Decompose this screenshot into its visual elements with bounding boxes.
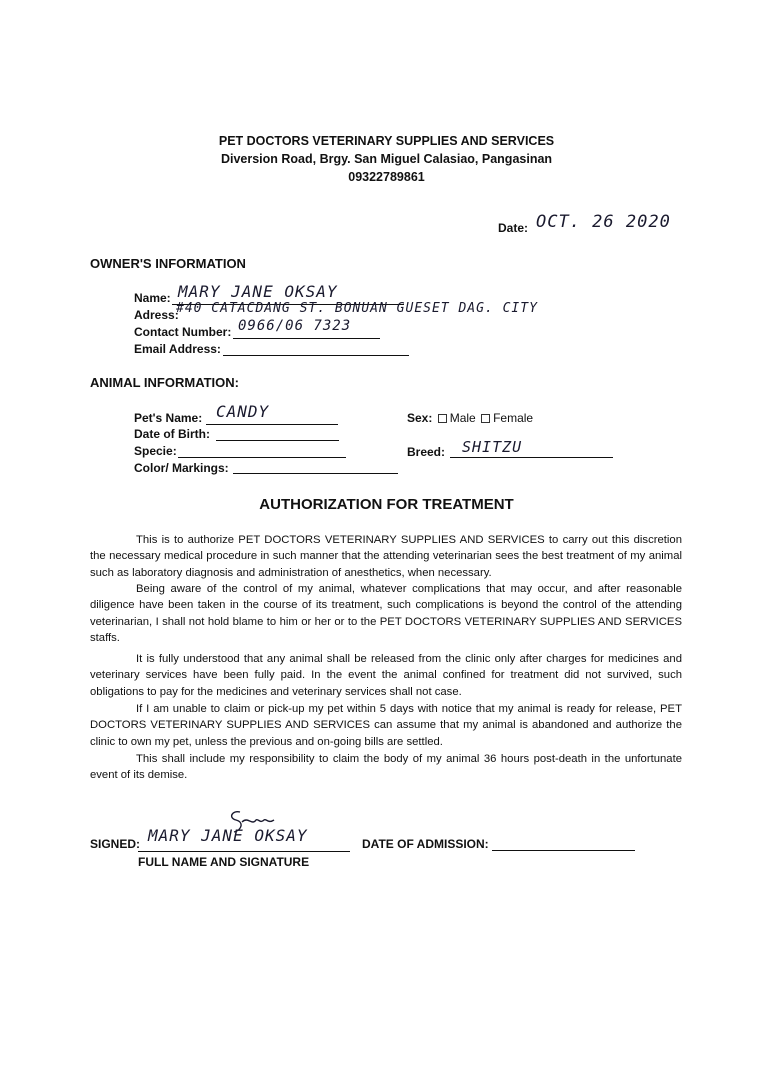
pet-name-line	[206, 424, 338, 425]
color-line	[233, 473, 398, 474]
male-label: Male	[449, 411, 476, 425]
breed-label: Breed:	[407, 445, 446, 459]
company-phone: 09322789861	[348, 170, 425, 184]
owner-address-label: Adress:	[134, 308, 179, 322]
female-label: Female	[493, 411, 534, 425]
date-value: OCT. 26 2020	[536, 212, 671, 232]
color-label: Color/ Markings:	[134, 461, 229, 475]
date-label: Date:	[498, 221, 529, 235]
owner-name-value: MARY JANE OKSAY	[178, 282, 338, 301]
company-name: PET DOCTORS VETERINARY SUPPLIES AND SERVICES	[218, 134, 555, 148]
authorization-title: AUTHORIZATION FOR TREATMENT	[259, 496, 514, 513]
signature-caption: FULL NAME AND SIGNATURE	[138, 855, 310, 869]
owner-heading: OWNER'S INFORMATION	[90, 256, 246, 271]
male-checkbox[interactable]	[438, 414, 447, 423]
authorization-paragraph-1: This is to authorize PET DOCTORS VETERINARY SUPPLIES AND SERVICES to carry out this discretion the necessary medical procedure in such manner that the attending veterinarian sees the best treatment of my animal such as laboratory diagnosis and administration of anesthetics, when necessary.	[90, 534, 682, 579]
sex-label: Sex:	[407, 411, 433, 425]
pet-name-label: Pet's Name:	[134, 411, 203, 425]
email-label: Email Address:	[134, 342, 221, 356]
sex-field	[407, 411, 533, 425]
breed-line	[450, 457, 613, 458]
signed-label: SIGNED:	[90, 837, 141, 851]
contact-line	[233, 338, 380, 339]
breed-value: SHITZU	[462, 438, 523, 456]
authorization-paragraph-5: This shall include my responsibility to claim the body of my animal 36 hours post-death in the unfortunate event of its demise.	[90, 753, 682, 782]
female-checkbox[interactable]	[481, 414, 490, 423]
company-address: Diversion Road, Brgy. San Miguel Calasiao, Pangasinan	[220, 152, 553, 166]
admission-line	[492, 850, 635, 851]
contact-label: Contact Number:	[134, 325, 232, 339]
dob-line	[216, 440, 339, 441]
pet-name-value: CANDY	[216, 402, 270, 421]
contact-value: 0966/06 7323	[238, 318, 352, 334]
email-line	[223, 355, 409, 356]
dob-label: Date of Birth:	[134, 427, 210, 441]
specie-line	[178, 457, 346, 458]
specie-label: Specie:	[134, 444, 177, 458]
signature-line	[138, 851, 350, 852]
authorization-paragraph-4: If I am unable to claim or pick-up my pet within 5 days with notice that my animal is ready for release, PET DOCTORS VETERINARY SUPPLIES AND SERVICES can assume that my animal is abandoned and authorize the clinic to own my pet, unless the previous and on-going bills are settled.	[90, 703, 682, 748]
owner-address-value: #40 CATACDANG ST. BONUAN GUESET DAG. CITY	[176, 301, 538, 316]
authorization-paragraph-2: Being aware of the control of my animal, whatever complications that may occur, and after reasonable diligence have been taken in the course of its treatment, such complications is beyond the control of the attending veterinarian, I shall not hold blame to him or her or to the PET DOCTORS VETERINARY SUPPLIES AND SERVICES staffs.	[90, 583, 682, 644]
animal-heading: ANIMAL INFORMATION:	[90, 375, 239, 390]
authorization-paragraph-3: It is fully understood that any animal shall be released from the clinic only after charges for medicines and veterinary services have been fully paid. In the event the animal confined for treatment did not survived, such obligations to pay for the medicines and veterinary services shall not case.	[90, 653, 682, 698]
admission-label: DATE OF ADMISSION:	[362, 837, 489, 851]
signature-scribble	[222, 808, 282, 836]
owner-name-label: Name:	[134, 291, 171, 305]
signed-value: MARY JANE OKSAY	[148, 826, 308, 845]
